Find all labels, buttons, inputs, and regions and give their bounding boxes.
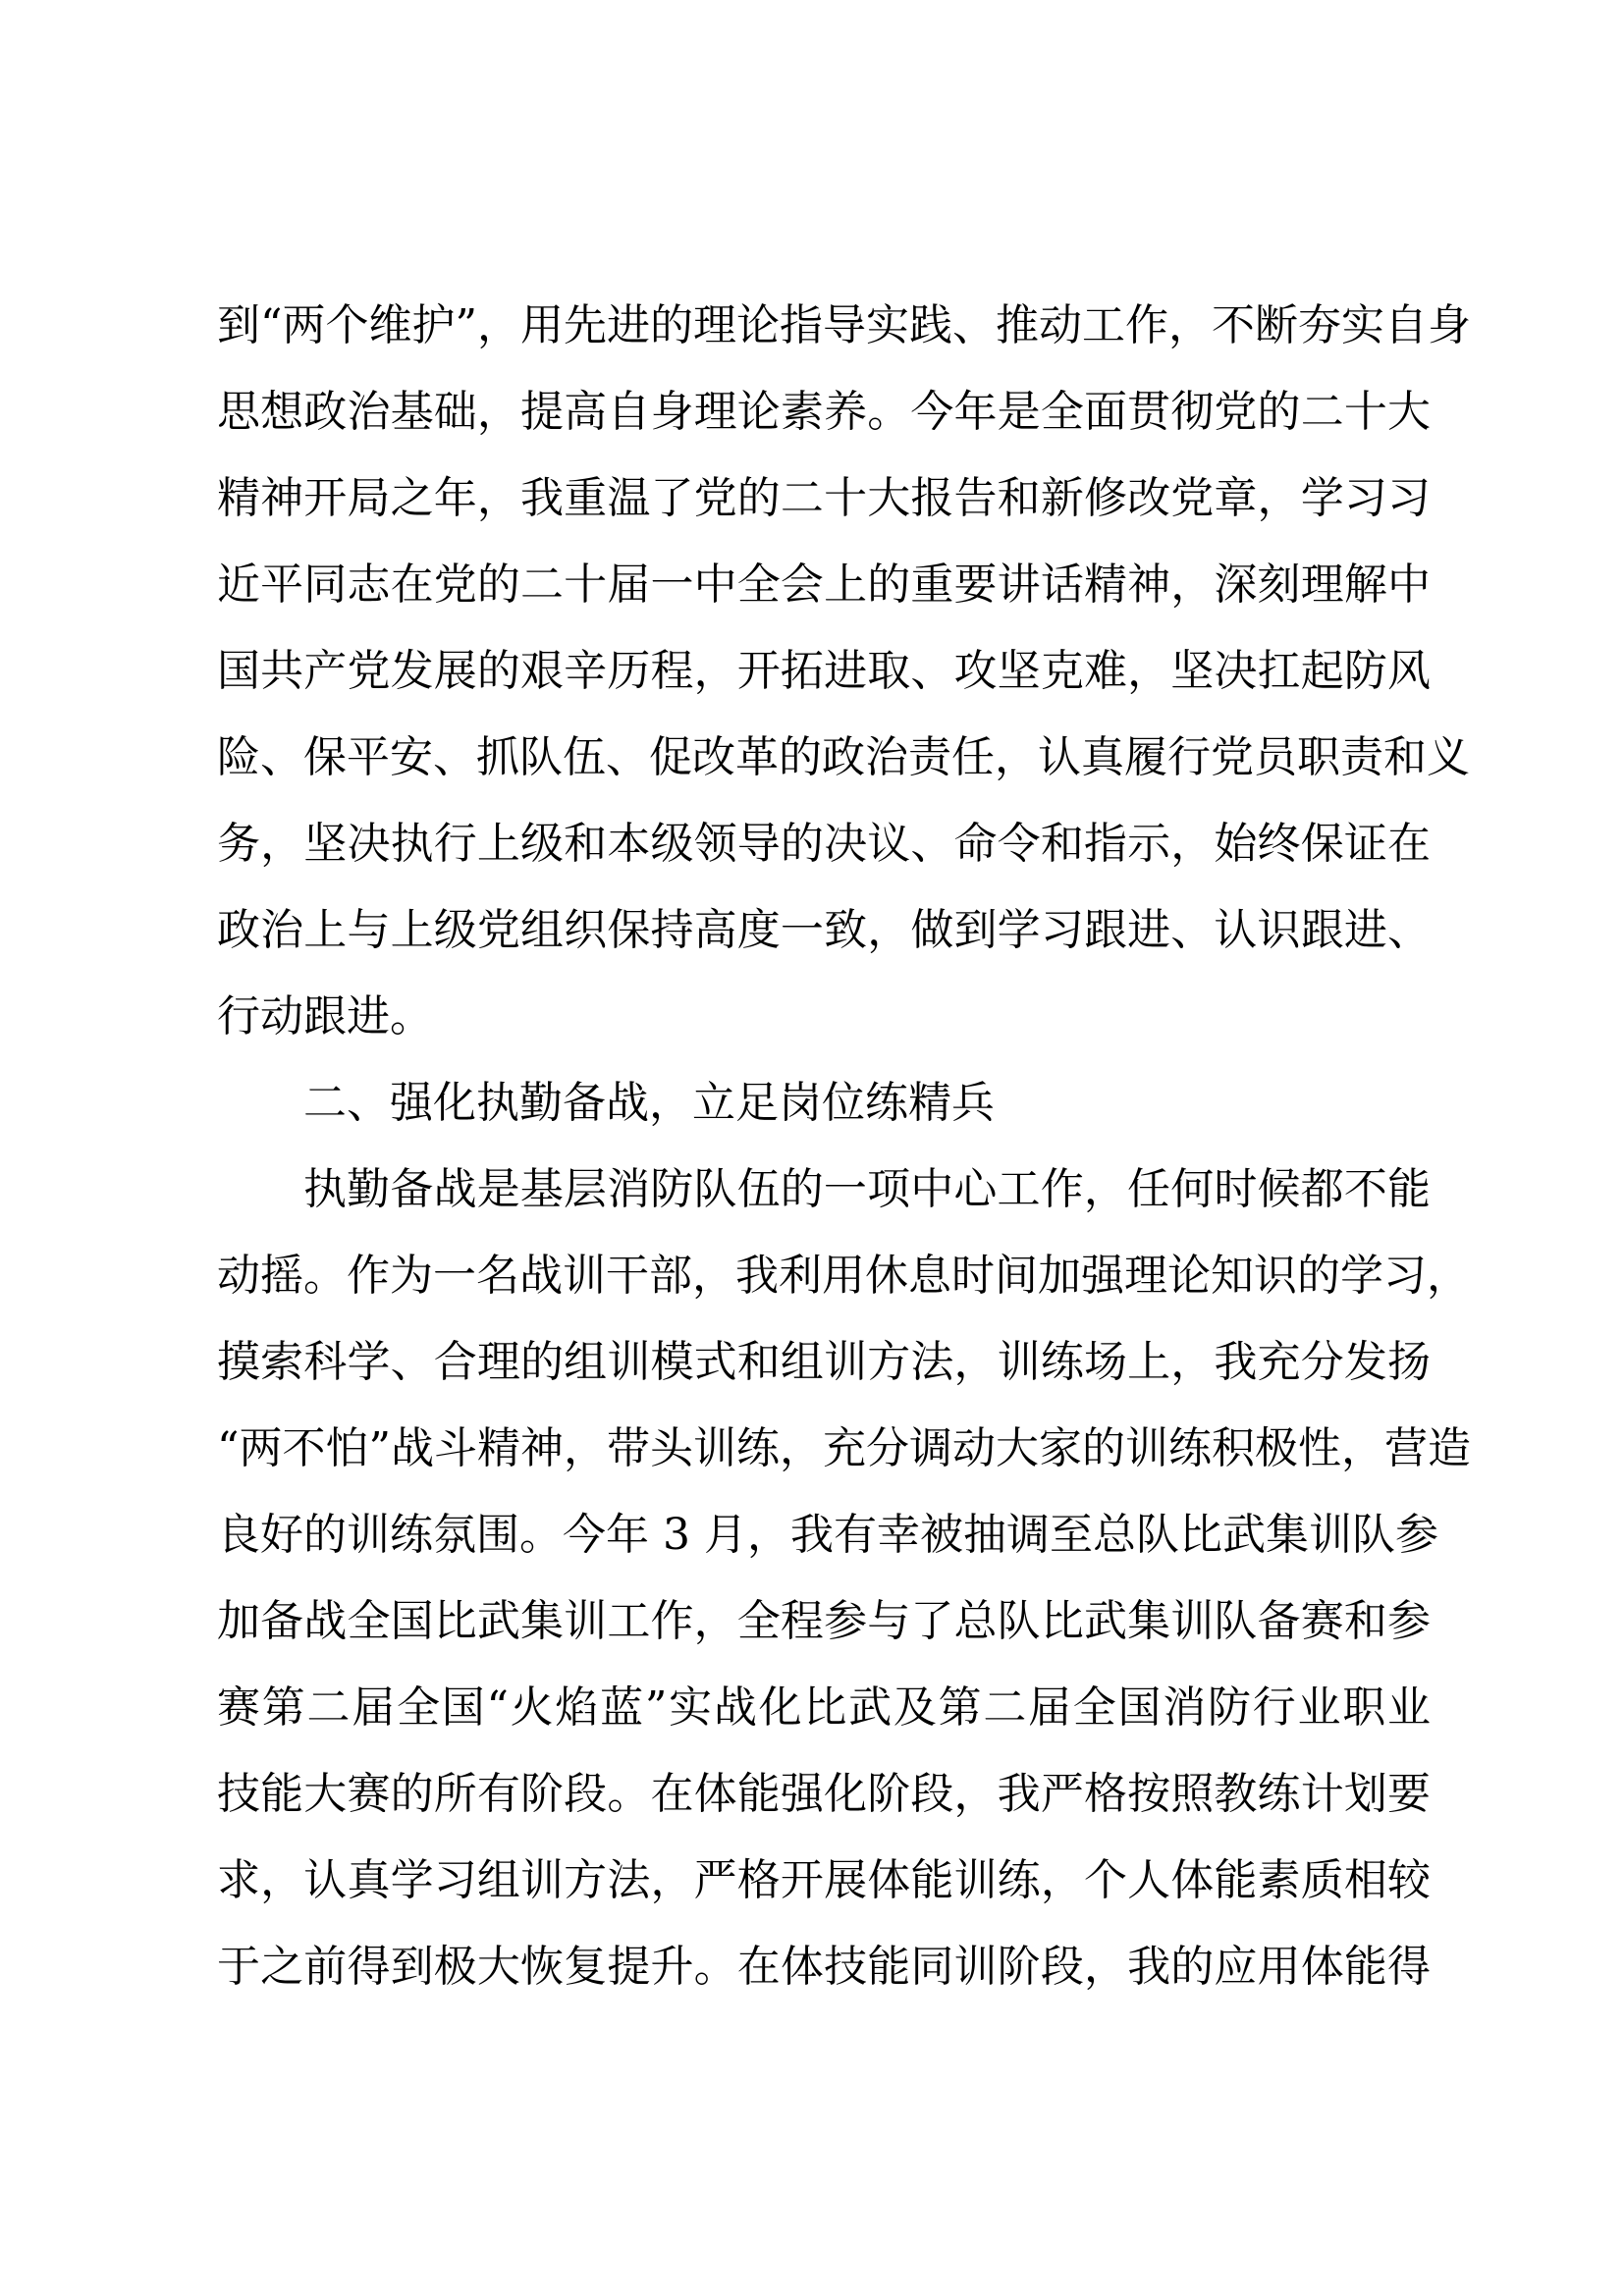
- paragraph-line: 于之前得到极大恢复提升。在体技能同训阶段，我的应用体能得: [217, 1942, 1431, 1992]
- paragraph-line: 到“两个维护”，用先进的理论指导实践、推动工作，不断夯实自身: [217, 300, 1471, 350]
- body-text: [217, 283, 1471, 2010]
- paragraph-line: 思想政治基础，提高自身理论素养。今年是全面贯彻党的二十大: [217, 387, 1431, 437]
- paragraph-line: 近平同志在党的二十届一中全会上的重要讲话精神，深刻理解中: [217, 560, 1431, 610]
- paragraph-line: 加备战全国比武集训工作，全程参与了总队比武集训队备赛和参: [217, 1596, 1431, 1646]
- paragraph-line: 赛第二届全国“火焰蓝”实战化比武及第二届全国消防行业职业: [217, 1682, 1431, 1733]
- paragraph-line: 险、保平安、抓队伍、促改革的政治责任，认真履行党员职责和义: [217, 732, 1470, 782]
- paragraph-line: 摸索科学、合理的组训模式和组训方法，训练场上，我充分发扬: [217, 1337, 1431, 1387]
- paragraph-line: 行动跟进。: [217, 991, 433, 1041]
- paragraph-line: 执勤备战是基层消防队伍的一项中心工作，任何时候都不能: [303, 1164, 1431, 1214]
- paragraph-line: 求，认真学习组训方法，严格开展体能训练，个人体能素质相较: [217, 1855, 1431, 1905]
- paragraph-line: 务，坚决执行上级和本级领导的决议、命令和指示，始终保证在: [217, 819, 1431, 869]
- section-heading: 二、强化执勤备战，立足岗位练精兵: [303, 1078, 995, 1128]
- paragraph-line: “两不怕”战斗精神，带头训练，充分调动大家的训练积极性，营造: [217, 1423, 1471, 1473]
- paragraph-line: 良好的训练氛围。今年 3 月，我有幸被抽调至总队比武集训队参: [217, 1510, 1438, 1560]
- paragraph-line: 政治上与上级党组织保持高度一致，做到学习跟进、认识跟进、: [217, 905, 1431, 955]
- paragraph-line: 动摇。作为一名战训干部，我利用休息时间加强理论知识的学习，: [217, 1251, 1470, 1301]
- paragraph-line: 技能大赛的所有阶段。在体能强化阶段，我严格按照教练计划要: [217, 1769, 1431, 1819]
- paragraph-line: 精神开局之年，我重温了党的二十大报告和新修改党章，学习习: [217, 473, 1431, 523]
- paragraph-line: 国共产党发展的艰辛历程，开拓进取、攻坚克难，坚决扛起防风: [217, 646, 1431, 696]
